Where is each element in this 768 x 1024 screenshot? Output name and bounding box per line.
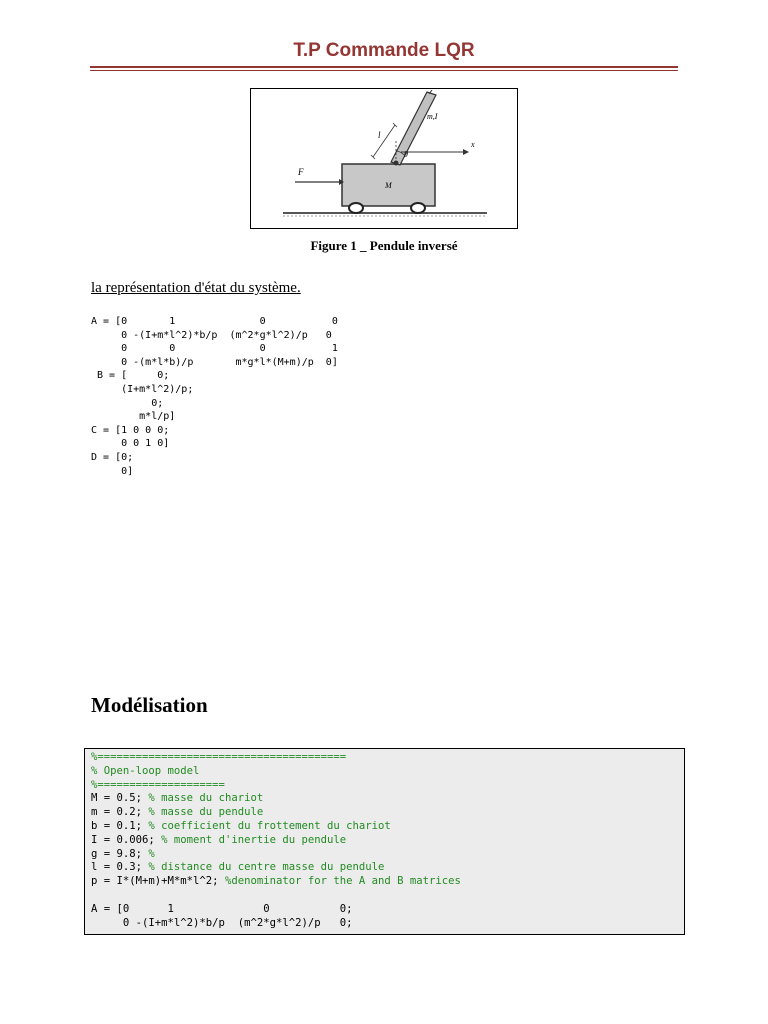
pendulum-figure bbox=[250, 88, 518, 229]
code-text: I = 0.006; bbox=[91, 833, 162, 846]
code-text: b = 0.1; bbox=[91, 819, 149, 832]
figure-caption: Figure 1 _ Pendule inversé bbox=[310, 238, 458, 253]
length-label: l bbox=[378, 130, 381, 140]
code-text: 0 -(I+m*l^2)*b/p (m^2*g*l^2)/p 0; bbox=[91, 916, 353, 929]
code-comment: %======================================= bbox=[91, 751, 347, 763]
header-rule-thin bbox=[90, 70, 678, 71]
force-label: F bbox=[298, 167, 304, 177]
code-comment: % coefficient du frottement du chariot bbox=[148, 819, 391, 832]
code-line bbox=[91, 834, 684, 848]
state-space-code: A = [0 1 0 0 0 -(I+m*l^2)*b/p (m^2*g*l^2)/p 0 0 0 0 1 0 -(m*l*b)/p m*g*l*(M+m)/p 0] B = [ 0; (I+m*l^2)/p; 0; m*l/p] C = [1 0 0 0; 0 0 1 0] D = [0; 0] bbox=[91, 316, 338, 477]
pendulum-diagram bbox=[251, 89, 517, 228]
code-line bbox=[91, 765, 684, 779]
code-text: m = 0.2; bbox=[91, 806, 149, 819]
cart-mass-label: M bbox=[385, 181, 392, 190]
code-text: l = 0.3; bbox=[91, 861, 149, 874]
pendulum-mass-label: m,I bbox=[427, 112, 438, 121]
code-comment: % bbox=[148, 847, 155, 860]
code-line bbox=[91, 820, 684, 834]
angle-label: θ bbox=[404, 150, 408, 159]
section-title: Modélisation bbox=[91, 693, 208, 717]
code-comment: % Open-loop model bbox=[91, 764, 200, 777]
code-comment: %==================== bbox=[91, 778, 225, 791]
code-comment: % masse du pendule bbox=[148, 806, 264, 819]
code-listing-body bbox=[85, 749, 684, 930]
code-line bbox=[91, 848, 684, 862]
code-line bbox=[91, 889, 684, 903]
cart-wheel-right bbox=[411, 203, 425, 213]
code-line bbox=[91, 903, 684, 917]
code-line bbox=[91, 751, 684, 765]
code-comment: % distance du centre masse du pendule bbox=[148, 861, 385, 874]
x-axis-label: x bbox=[471, 140, 475, 149]
code-line bbox=[91, 875, 684, 889]
code-listing bbox=[84, 748, 685, 935]
code-text: g = 9.8; bbox=[91, 847, 149, 860]
code-line bbox=[91, 917, 684, 931]
code-line bbox=[91, 779, 684, 793]
code-comment: % masse du chariot bbox=[148, 792, 264, 805]
code-comment: %denominator for the A and B matrices bbox=[224, 875, 461, 888]
code-line bbox=[91, 806, 684, 820]
cart-wheel-left bbox=[349, 203, 363, 213]
intro-text: la représentation d'état du système. bbox=[91, 280, 301, 296]
code-text: p = I*(M+m)+M*m*l^2; bbox=[91, 875, 225, 888]
header-rule-thick bbox=[90, 66, 678, 68]
code-comment: % moment d'inertie du pendule bbox=[161, 833, 347, 846]
code-text: A = [0 1 0 0; bbox=[91, 902, 353, 915]
header-title: T.P Commande LQR bbox=[293, 40, 475, 61]
pendulum-rod bbox=[391, 92, 436, 165]
code-line bbox=[91, 792, 684, 806]
code-text: M = 0.5; bbox=[91, 792, 149, 805]
code-line bbox=[91, 861, 684, 875]
